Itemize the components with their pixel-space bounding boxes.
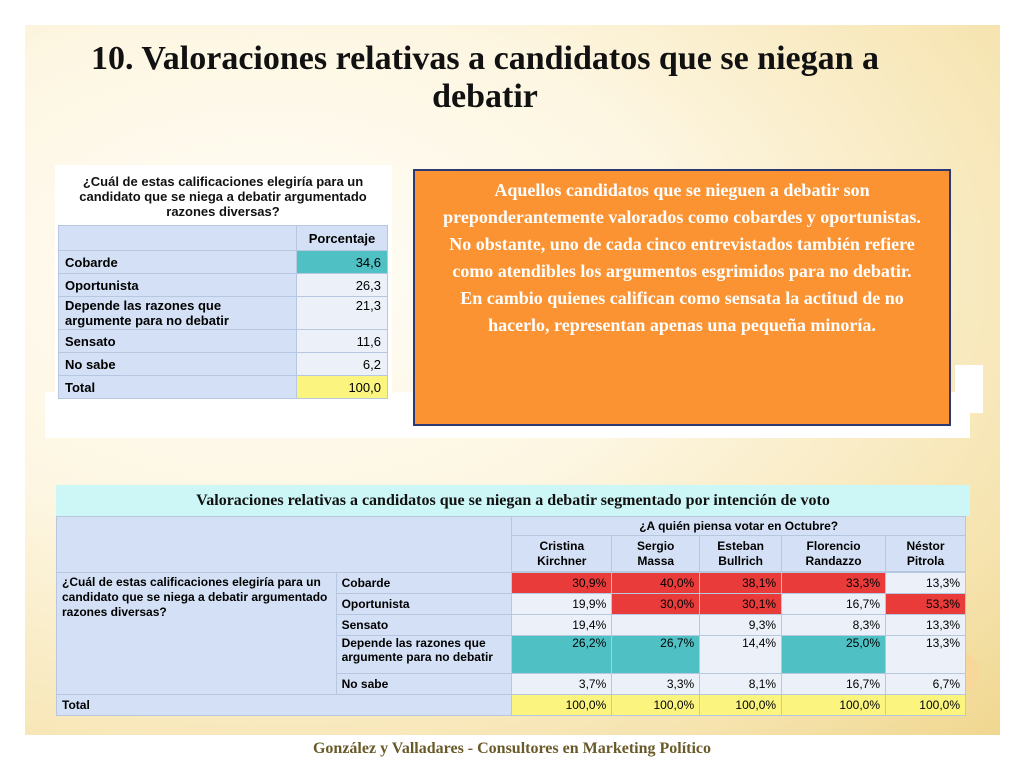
table-header-row xyxy=(59,226,388,251)
cell-value: 19,9% xyxy=(512,594,612,615)
cell-value: 100,0% xyxy=(782,695,886,716)
cell-value xyxy=(612,615,700,636)
table-total-row xyxy=(59,376,388,399)
cell-value: 100,0% xyxy=(886,695,966,716)
cell-value: 8,1% xyxy=(700,674,782,695)
note-paragraph: No obstante, uno de cada cinco entrevistados también refiere como atendibles los argumentos esgrimidos para no debatir. xyxy=(449,234,915,281)
candidate-header: Sergio Massa xyxy=(612,536,700,572)
cell-value: 30,9% xyxy=(512,573,612,594)
row-label: Sensato xyxy=(59,330,297,353)
table-total-row xyxy=(57,695,966,716)
row-label: No sabe xyxy=(336,674,512,695)
cell-value: 100,0% xyxy=(700,695,782,716)
row-label: Depende las razones que argumente para no debatir xyxy=(59,297,297,330)
row-label: Sensato xyxy=(336,615,512,636)
table-row xyxy=(57,573,966,594)
row-label: Depende las razones que argumente para no debatir xyxy=(336,636,512,674)
header-empty-cell xyxy=(59,226,297,251)
row-label: Total xyxy=(59,376,297,399)
cell-value: 25,0% xyxy=(782,636,886,674)
row-value: 26,3 xyxy=(297,274,388,297)
row-label: Oportunista xyxy=(59,274,297,297)
row-value: 34,6 xyxy=(297,251,388,274)
cell-value: 3,7% xyxy=(512,674,612,695)
cell-value: 26,2% xyxy=(512,636,612,674)
note-paragraph: En cambio quienes califican como sensata la actitud de no hacerlo, representan apenas una pequeña minoría. xyxy=(460,288,904,335)
row-value: 6,2 xyxy=(297,353,388,376)
summary-question: ¿Cuál de estas calificaciones elegiría para un candidato que se niega a debatir argumentado razones diversas? xyxy=(79,174,367,219)
cell-value: 16,7% xyxy=(782,674,886,695)
header-empty-cell xyxy=(57,517,512,573)
cell-value: 100,0% xyxy=(612,695,700,716)
row-label: Oportunista xyxy=(336,594,512,615)
segmented-table-title: Valoraciones relativas a candidatos que se niegan a debatir segmentado por intención de voto xyxy=(56,485,970,516)
cell-value: 19,4% xyxy=(512,615,612,636)
cell-value: 33,3% xyxy=(782,573,886,594)
row-value: 21,3 xyxy=(297,297,388,330)
cell-value: 13,3% xyxy=(886,615,966,636)
row-value: 100,0 xyxy=(297,376,388,399)
candidate-header: Cristina Kirchner xyxy=(512,536,612,572)
row-label: Cobarde xyxy=(59,251,297,274)
candidate-header: Esteban Bullrich xyxy=(700,536,782,572)
group-header: ¿A quién piensa votar en Octubre? xyxy=(512,517,966,536)
cell-value: 6,7% xyxy=(886,674,966,695)
footer-credit: González y Valladares - Consultores en Marketing Político xyxy=(312,740,712,757)
cell-value: 8,3% xyxy=(782,615,886,636)
cell-value: 14,4% xyxy=(700,636,782,674)
note-paragraph: Aquellos candidatos que se nieguen a debatir son preponderantemente valorados como cobardes y oportunistas. xyxy=(443,180,921,227)
row-label: Total xyxy=(57,695,512,716)
column-header: Porcentaje xyxy=(297,226,388,251)
white-panel xyxy=(955,365,983,413)
page-title: 10. Valoraciones relativas a candidatos que se niegan a debatir xyxy=(90,40,880,115)
group-header-row xyxy=(57,517,966,536)
cell-value: 38,1% xyxy=(700,573,782,594)
cell-value: 3,3% xyxy=(612,674,700,695)
summary-table xyxy=(58,225,388,399)
conclusion-note xyxy=(413,169,951,426)
table-row xyxy=(59,353,388,376)
table-row xyxy=(59,330,388,353)
candidate-header: Néstor Pitrola xyxy=(886,536,966,572)
row-label: No sabe xyxy=(59,353,297,376)
cell-value: 13,3% xyxy=(886,573,966,594)
cell-value: 30,0% xyxy=(612,594,700,615)
segmented-question: ¿Cuál de estas calificaciones elegiría para un candidato que se niega a debatir argumentado razones diversas? xyxy=(57,573,337,695)
cell-value: 16,7% xyxy=(782,594,886,615)
summary-table-block xyxy=(58,172,388,399)
cell-value: 100,0% xyxy=(512,695,612,716)
table-row xyxy=(59,251,388,274)
cell-value: 13,3% xyxy=(886,636,966,674)
cell-value: 9,3% xyxy=(700,615,782,636)
cell-value: 26,7% xyxy=(612,636,700,674)
cell-value: 53,3% xyxy=(886,594,966,615)
row-label: Cobarde xyxy=(336,573,512,594)
cell-value: 30,1% xyxy=(700,594,782,615)
row-value: 11,6 xyxy=(297,330,388,353)
candidate-header: Florencio Randazzo xyxy=(782,536,886,572)
table-row xyxy=(59,297,388,330)
segmented-table xyxy=(56,516,966,716)
table-row xyxy=(59,274,388,297)
cell-value: 40,0% xyxy=(612,573,700,594)
